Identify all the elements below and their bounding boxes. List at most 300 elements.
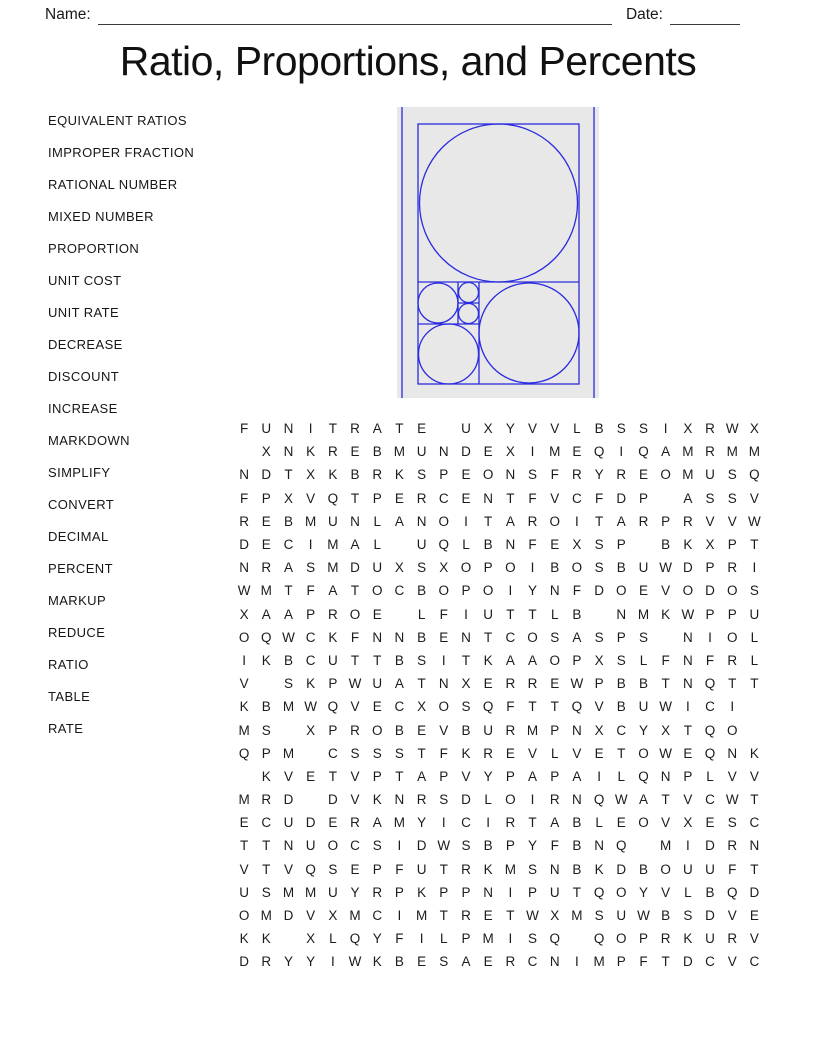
grid-cell: S	[550, 629, 560, 645]
grid-cell: R	[505, 722, 516, 738]
grid-cell: E	[417, 421, 427, 437]
grid-cell: Q	[638, 444, 649, 460]
grid-cell: P	[328, 676, 338, 692]
grid-cell: Y	[528, 838, 538, 854]
grid-cell: C	[527, 954, 538, 970]
word-list-item: DECIMAL	[48, 528, 109, 544]
grid-cell: B	[372, 444, 382, 460]
figure-outer-guides	[402, 107, 594, 398]
grid-cell: A	[283, 560, 293, 576]
grid-cell: T	[373, 652, 382, 668]
grid-cell: P	[461, 884, 471, 900]
grid-cell: I	[730, 699, 735, 715]
grid-cell: I	[330, 954, 335, 970]
grid-cell: Q	[549, 931, 560, 947]
grid-cell: U	[749, 606, 760, 622]
grid-cell: D	[239, 954, 249, 970]
grid-cell: N	[660, 768, 671, 784]
grid-cell: X	[417, 699, 427, 715]
grid-cell: B	[572, 838, 582, 854]
grid-cell: E	[461, 467, 471, 483]
grid-cell: S	[683, 908, 693, 924]
grid-cell: T	[661, 954, 670, 970]
grid-cell: U	[682, 861, 693, 877]
grid-cell: N	[727, 745, 738, 761]
grid-cell: U	[705, 861, 715, 877]
grid-cell: P	[661, 513, 671, 529]
grid-cell: D	[705, 583, 715, 599]
grid-cell: K	[461, 745, 471, 761]
grid-cell: R	[727, 931, 738, 947]
golden-ratio-figure	[397, 107, 599, 398]
grid-cell: P	[372, 768, 382, 784]
grid-cell: N	[549, 583, 560, 599]
grid-cell: S	[439, 954, 449, 970]
grid-cell: O	[505, 792, 516, 808]
grid-cell: N	[682, 652, 693, 668]
grid-cell: R	[483, 745, 494, 761]
grid-cell: V	[528, 421, 538, 437]
grid-cell: X	[661, 722, 671, 738]
grid-cell: S	[727, 490, 737, 506]
grid-cell: E	[350, 444, 360, 460]
grid-cell: B	[483, 537, 493, 553]
grid-cell: X	[550, 908, 560, 924]
grid-cell: R	[660, 931, 671, 947]
grid-cell: O	[371, 583, 383, 599]
grid-cell: C	[705, 792, 715, 808]
grid-cell: S	[461, 838, 471, 854]
grid-cell: D	[416, 838, 427, 854]
grid-cell: W	[237, 583, 251, 599]
grid-cell: S	[417, 652, 427, 668]
grid-cell: U	[239, 884, 249, 900]
grid-cell: O	[682, 583, 694, 599]
grid-cell: X	[705, 537, 715, 553]
grid-cell: S	[638, 629, 648, 645]
grid-cell: B	[283, 513, 293, 529]
grid-cell: U	[327, 652, 338, 668]
grid-cell: U	[305, 838, 316, 854]
grid-cell: S	[417, 560, 427, 576]
grid-cell: T	[262, 838, 271, 854]
grid-cell: I	[419, 931, 424, 947]
grid-cell: Q	[749, 467, 760, 483]
grid-cell: S	[616, 421, 626, 437]
grid-cell: T	[328, 768, 337, 784]
grid-cell: T	[683, 722, 692, 738]
grid-cell: T	[528, 606, 537, 622]
grid-cell: B	[461, 722, 471, 738]
grid-cell: T	[528, 699, 537, 715]
grid-cell: Q	[704, 745, 716, 761]
grid-cell: P	[594, 676, 604, 692]
grid-cell: A	[505, 513, 515, 529]
grid-cell: D	[305, 815, 316, 831]
grid-cell: I	[441, 652, 446, 668]
grid-cell: B	[350, 467, 360, 483]
grid-cell: R	[261, 954, 272, 970]
grid-cell: I	[685, 838, 690, 854]
grid-cell: R	[572, 467, 582, 483]
grid-cell: V	[727, 768, 737, 784]
grid-cell: M	[282, 884, 295, 900]
grid-cell: S	[439, 792, 449, 808]
grid-cell: B	[638, 861, 648, 877]
grid-cell: K	[306, 676, 316, 692]
grid-cell: C	[283, 537, 294, 553]
grid-cell: O	[660, 861, 671, 877]
grid-cell: U	[638, 699, 649, 715]
grid-cell: L	[573, 421, 581, 437]
grid-cell: O	[460, 560, 472, 576]
grid-cell: Q	[261, 629, 272, 645]
grid-cell: O	[438, 699, 450, 715]
grid-cell: X	[683, 815, 693, 831]
word-list-item: TABLE	[48, 688, 91, 704]
grid-cell	[300, 742, 322, 765]
grid-cell: R	[327, 444, 338, 460]
grid-cell: V	[683, 792, 693, 808]
grid-cell: R	[727, 560, 738, 576]
grid-cell	[655, 626, 677, 649]
grid-cell: L	[639, 652, 648, 668]
grid-cell: C	[394, 583, 405, 599]
grid-cell: E	[328, 815, 338, 831]
grid-cell: B	[483, 838, 493, 854]
grid-cell: U	[549, 884, 560, 900]
grid-cell: A	[528, 652, 538, 668]
grid-cell: A	[350, 537, 360, 553]
word-list-item: REDUCE	[48, 624, 106, 640]
grid-cell: W	[725, 421, 739, 437]
grid-cell: Q	[704, 676, 716, 692]
grid-cell: X	[283, 490, 293, 506]
grid-cell: V	[528, 745, 538, 761]
grid-cell: A	[372, 421, 382, 437]
grid-cell: V	[283, 768, 293, 784]
grid-cell: K	[261, 652, 271, 668]
grid-cell: E	[417, 954, 427, 970]
grid-cell: N	[394, 629, 405, 645]
grid-cell: E	[439, 629, 449, 645]
grid-cell: I	[464, 606, 468, 622]
grid-cell	[300, 788, 322, 811]
grid-cell: V	[705, 513, 715, 529]
grid-cell: D	[239, 537, 249, 553]
word-list-item: INCREASE	[48, 400, 118, 416]
grid-cell: Y	[350, 884, 360, 900]
grid-cell	[743, 718, 765, 741]
grid-cell: K	[372, 792, 382, 808]
grid-cell: Q	[593, 792, 605, 808]
grid-cell: C	[749, 954, 760, 970]
grid-cell: M	[327, 537, 339, 553]
grid-cell: O	[527, 629, 538, 645]
grid-cell: B	[594, 421, 604, 437]
grid-cell: I	[464, 513, 468, 529]
grid-cell: A	[616, 513, 626, 529]
grid-cell: I	[508, 884, 513, 900]
grid-cell: R	[350, 722, 360, 738]
grid-cell: R	[416, 792, 427, 808]
grid-cell: L	[706, 768, 714, 784]
grid-cell: M	[238, 792, 250, 808]
grid-cell: R	[638, 513, 649, 529]
grid-cell: V	[594, 699, 604, 715]
grid-cell: T	[417, 676, 426, 692]
grid-cell	[233, 440, 255, 463]
grid-cell: N	[438, 676, 449, 692]
grid-cell: O	[371, 722, 383, 738]
grid-cell	[233, 765, 255, 788]
grid-cell: M	[415, 908, 428, 924]
grid-cell: T	[506, 490, 515, 506]
grid-cell: L	[484, 792, 492, 808]
grid-cell: I	[508, 583, 513, 599]
grid-cell: W	[437, 838, 451, 854]
grid-cell: M	[393, 815, 406, 831]
grid-cell: U	[416, 444, 427, 460]
grid-cell: K	[261, 931, 271, 947]
grid-cell: U	[416, 861, 427, 877]
grid-cell: R	[327, 606, 338, 622]
grid-cell: P	[261, 745, 271, 761]
grid-cell: D	[327, 792, 338, 808]
grid-cell: W	[282, 629, 295, 645]
grid-cell: P	[394, 884, 404, 900]
grid-cell: M	[482, 931, 494, 947]
grid-cell: N	[549, 954, 560, 970]
grid-cell: V	[727, 908, 737, 924]
grid-cell: C	[327, 745, 338, 761]
grid-cell: B	[550, 560, 560, 576]
grid-cell: Q	[438, 537, 450, 553]
grid-cell: I	[575, 954, 579, 970]
grid-cell: T	[417, 745, 426, 761]
grid-cell: O	[238, 908, 250, 924]
grid-cell: X	[749, 421, 759, 437]
grid-cell: Q	[638, 768, 649, 784]
grid-cell: M	[305, 884, 317, 900]
grid-cell: B	[394, 652, 404, 668]
grid-cell: F	[439, 606, 448, 622]
grid-cell: P	[328, 722, 338, 738]
grid-cell: I	[242, 652, 246, 668]
grid-cell: F	[239, 421, 249, 437]
grid-cell: X	[394, 560, 404, 576]
grid-cell: P	[683, 768, 693, 784]
grid-cell: Y	[372, 931, 382, 947]
grid-cell: C	[394, 699, 405, 715]
grid-cell: V	[661, 815, 671, 831]
grid-cell: E	[483, 444, 493, 460]
grid-cell: S	[394, 745, 404, 761]
word-list-item: CONVERT	[48, 496, 115, 512]
grid-cell: L	[617, 768, 626, 784]
grid-cell: N	[572, 792, 582, 808]
grid-cell: V	[749, 490, 759, 506]
grid-cell: N	[416, 513, 427, 529]
grid-cell: T	[284, 467, 293, 483]
grid-cell: S	[727, 815, 737, 831]
grid-cell: F	[594, 490, 604, 506]
grid-cell: L	[550, 745, 559, 761]
grid-cell: D	[682, 954, 693, 970]
grid-cell: K	[483, 652, 493, 668]
grid-cell: Y	[638, 722, 648, 738]
grid-cell: E	[638, 583, 648, 599]
grid-cell: W	[614, 792, 628, 808]
grid-cell: O	[482, 583, 494, 599]
grid-cell: U	[461, 421, 471, 437]
grid-cell: R	[505, 815, 516, 831]
grid-cell: C	[372, 908, 383, 924]
grid-cell: A	[417, 768, 427, 784]
grid-cell: A	[572, 629, 582, 645]
grid-cell: O	[349, 606, 361, 622]
grid-cell: M	[260, 583, 272, 599]
grid-cell: F	[550, 838, 559, 854]
grid-cell: N	[682, 629, 693, 645]
grid-cell: I	[308, 421, 313, 437]
grid-cell: T	[750, 861, 759, 877]
grid-cell	[277, 927, 299, 950]
grid-cell: F	[639, 954, 648, 970]
grid-cell: I	[619, 444, 624, 460]
grid-cell: R	[705, 444, 715, 460]
grid-cell: B	[394, 954, 404, 970]
grid-cell: K	[306, 444, 316, 460]
grid-cell: F	[528, 537, 537, 553]
grid-cell: P	[372, 490, 382, 506]
grid-cell: U	[261, 421, 272, 437]
word-list-item: PERCENT	[48, 560, 113, 576]
grid-cell: B	[283, 652, 293, 668]
grid-cell: E	[483, 676, 493, 692]
grid-cell: D	[705, 908, 715, 924]
grid-cell: E	[350, 861, 360, 877]
grid-cell: Y	[594, 467, 604, 483]
grid-cell: C	[572, 490, 582, 506]
grid-cell: P	[727, 606, 737, 622]
grid-cell: V	[306, 490, 316, 506]
grid-cell: O	[726, 583, 738, 599]
grid-cell: E	[372, 606, 382, 622]
grid-cell: S	[417, 467, 427, 483]
grid-cell: V	[461, 768, 471, 784]
grid-cell: S	[727, 467, 737, 483]
grid-cell: W	[637, 908, 650, 924]
grid-cell: C	[505, 629, 516, 645]
word-list-item: DISCOUNT	[48, 368, 120, 384]
grid-cell: M	[660, 838, 672, 854]
grid-cell: P	[616, 537, 626, 553]
grid-cell: U	[483, 606, 494, 622]
grid-cell	[566, 927, 588, 950]
grid-cell: F	[439, 745, 448, 761]
grid-cell: K	[394, 467, 404, 483]
grid-cell: X	[461, 676, 471, 692]
grid-cell: L	[440, 931, 448, 947]
grid-cell: E	[394, 490, 404, 506]
grid-cell: Q	[327, 490, 339, 506]
grid-cell: N	[594, 838, 604, 854]
grid-cell: Y	[483, 768, 493, 784]
grid-cell: M	[504, 861, 516, 877]
grid-cell: I	[663, 421, 668, 437]
grid-cell: X	[306, 931, 316, 947]
grid-cell: V	[550, 421, 560, 437]
grid-cell: F	[506, 699, 515, 715]
grid-cell: D	[705, 838, 715, 854]
grid-cell: M	[726, 444, 738, 460]
grid-cell: I	[397, 838, 402, 854]
grid-cell: S	[261, 722, 271, 738]
grid-cell: P	[572, 652, 582, 668]
grid-cell: A	[505, 652, 515, 668]
grid-cell: S	[749, 583, 759, 599]
grid-cell: O	[438, 513, 450, 529]
grid-cell: N	[239, 467, 249, 483]
grid-cell: X	[505, 444, 515, 460]
grid-cell: B	[417, 583, 427, 599]
grid-cell: T	[350, 652, 360, 668]
grid-cell: F	[395, 931, 404, 947]
grid-cell: W	[659, 699, 673, 715]
grid-cell: I	[397, 908, 402, 924]
grid-cell: V	[283, 861, 293, 877]
grid-cell: Q	[571, 699, 583, 715]
grid-cell: L	[373, 513, 381, 529]
grid-cell: O	[482, 467, 494, 483]
grid-cell: Q	[238, 745, 250, 761]
grid-cell	[255, 672, 277, 695]
word-list-item: UNIT RATE	[48, 304, 120, 320]
grid-cell: U	[372, 560, 383, 576]
grid-cell: R	[261, 792, 272, 808]
grid-cell: Q	[593, 444, 605, 460]
grid-cell: L	[373, 537, 381, 553]
grid-cell: N	[505, 537, 516, 553]
word-list-item: MIXED NUMBER	[48, 208, 154, 224]
grid-cell: E	[705, 815, 715, 831]
grid-cell: M	[349, 908, 361, 924]
grid-cell: D	[682, 560, 693, 576]
grid-cell: E	[239, 815, 249, 831]
name-label: Name:	[45, 6, 91, 23]
grid-cell: R	[350, 815, 360, 831]
date-blank-line	[670, 7, 740, 25]
grid-cell: L	[550, 606, 559, 622]
grid-cell: Q	[616, 838, 627, 854]
grid-cell: V	[749, 931, 759, 947]
grid-cell: P	[461, 931, 471, 947]
grid-cell: W	[526, 908, 539, 924]
grid-cell: E	[572, 444, 582, 460]
grid-cell: W	[748, 513, 761, 529]
grid-cell: I	[508, 931, 513, 947]
grid-cell: I	[530, 792, 535, 808]
grid-cell: K	[417, 884, 427, 900]
word-list-item: EQUIVALENT RATIOS	[48, 112, 187, 128]
grid-cell: M	[305, 513, 317, 529]
grid-cell: V	[239, 676, 249, 692]
grid-cell: X	[572, 537, 582, 553]
grid-cell: Q	[305, 861, 316, 877]
grid-cell: K	[749, 745, 759, 761]
grid-cell: P	[616, 954, 626, 970]
